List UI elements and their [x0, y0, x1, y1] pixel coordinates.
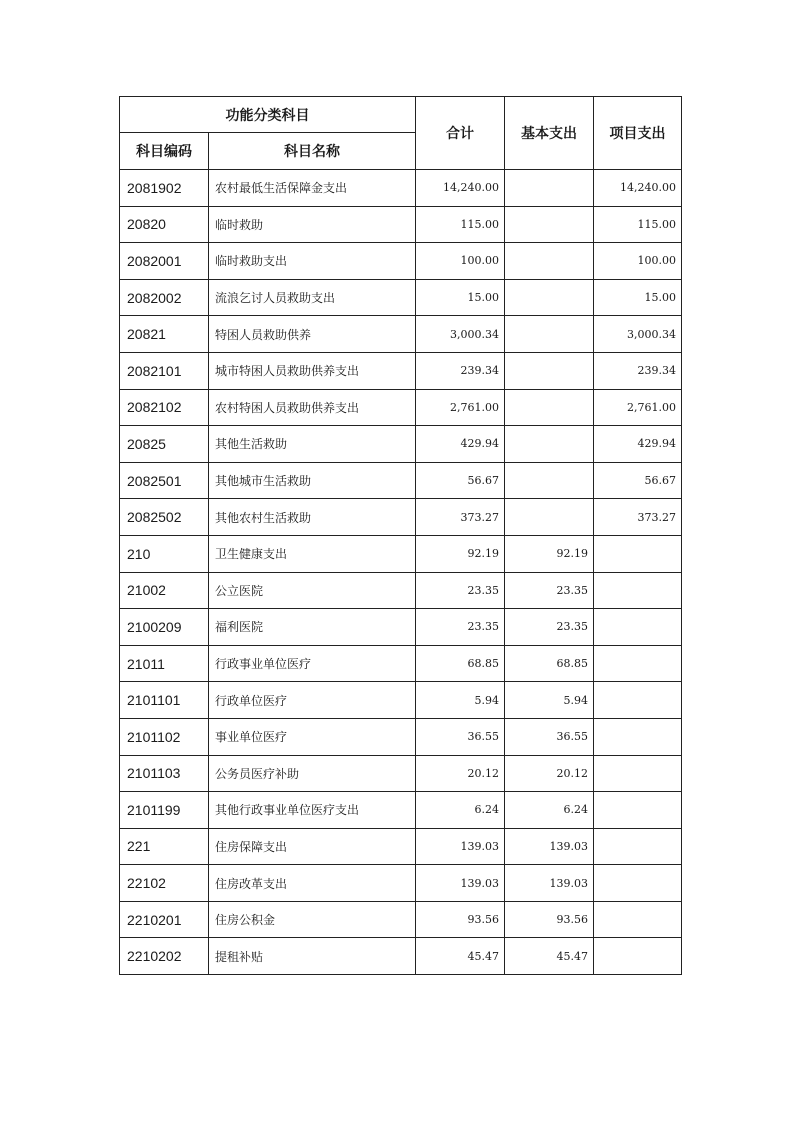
- total-cell: 139.03: [416, 828, 505, 865]
- total-cell: 15.00: [416, 279, 505, 316]
- project-expenditure-cell: [594, 792, 682, 829]
- subject-name-cell: 事业单位医疗: [209, 718, 416, 755]
- subject-code-cell: 2101103: [120, 755, 209, 792]
- project-expenditure-cell: [594, 938, 682, 975]
- total-cell: 23.35: [416, 609, 505, 646]
- table-row: [120, 572, 682, 609]
- table-row: [120, 170, 682, 207]
- subject-code-cell: 2100209: [120, 609, 209, 646]
- basic-expenditure-cell: [505, 243, 594, 280]
- table-row: [120, 279, 682, 316]
- total-cell: 3,000.34: [416, 316, 505, 353]
- project-expenditure-cell: 2,761.00: [594, 389, 682, 426]
- table-row: [120, 645, 682, 682]
- basic-expenditure-cell: 68.85: [505, 645, 594, 682]
- total-cell: 56.67: [416, 462, 505, 499]
- table-row: [120, 316, 682, 353]
- subject-name-cell: 农村最低生活保障金支出: [209, 170, 416, 207]
- subject-code-cell: 2081902: [120, 170, 209, 207]
- subject-name-cell: 公务员医疗补助: [209, 755, 416, 792]
- project-expenditure-cell: 3,000.34: [594, 316, 682, 353]
- subject-name-cell: 特困人员救助供养: [209, 316, 416, 353]
- subject-code-cell: 22102: [120, 865, 209, 902]
- table-row: [120, 462, 682, 499]
- total-cell: 2,761.00: [416, 389, 505, 426]
- total-cell: 100.00: [416, 243, 505, 280]
- basic-expenditure-cell: [505, 206, 594, 243]
- basic-expenditure-cell: [505, 389, 594, 426]
- subject-name-cell: 其他城市生活救助: [209, 462, 416, 499]
- table-row: [120, 206, 682, 243]
- header-function-category: 功能分类科目: [120, 97, 416, 133]
- table-body: [120, 170, 682, 975]
- table-row: [120, 938, 682, 975]
- table-row: [120, 389, 682, 426]
- project-expenditure-cell: [594, 828, 682, 865]
- subject-name-cell: 其他生活救助: [209, 426, 416, 463]
- subject-code-cell: 21002: [120, 572, 209, 609]
- header-basic-expenditure: 基本支出: [505, 97, 594, 170]
- total-cell: 373.27: [416, 499, 505, 536]
- total-cell: 68.85: [416, 645, 505, 682]
- header-row-1: [120, 97, 682, 133]
- basic-expenditure-cell: [505, 352, 594, 389]
- subject-code-cell: 20820: [120, 206, 209, 243]
- subject-code-cell: 20821: [120, 316, 209, 353]
- subject-name-cell: 其他农村生活救助: [209, 499, 416, 536]
- subject-code-cell: 2210202: [120, 938, 209, 975]
- basic-expenditure-cell: 36.55: [505, 718, 594, 755]
- subject-name-cell: 临时救助支出: [209, 243, 416, 280]
- subject-code-cell: 2082502: [120, 499, 209, 536]
- project-expenditure-cell: 373.27: [594, 499, 682, 536]
- basic-expenditure-cell: 20.12: [505, 755, 594, 792]
- basic-expenditure-cell: 93.56: [505, 901, 594, 938]
- subject-code-cell: 2082002: [120, 279, 209, 316]
- basic-expenditure-cell: [505, 316, 594, 353]
- project-expenditure-cell: [594, 865, 682, 902]
- project-expenditure-cell: 56.67: [594, 462, 682, 499]
- subject-name-cell: 农村特困人员救助供养支出: [209, 389, 416, 426]
- project-expenditure-cell: [594, 682, 682, 719]
- basic-expenditure-cell: 23.35: [505, 572, 594, 609]
- table-row: [120, 718, 682, 755]
- subject-name-cell: 行政事业单位医疗: [209, 645, 416, 682]
- subject-name-cell: 住房公积金: [209, 901, 416, 938]
- table-row: [120, 828, 682, 865]
- subject-name-cell: 行政单位医疗: [209, 682, 416, 719]
- total-cell: 6.24: [416, 792, 505, 829]
- table-row: [120, 352, 682, 389]
- budget-table: [119, 96, 682, 975]
- project-expenditure-cell: [594, 572, 682, 609]
- subject-name-cell: 提租补贴: [209, 938, 416, 975]
- table-row: [120, 499, 682, 536]
- subject-name-cell: 城市特困人员救助供养支出: [209, 352, 416, 389]
- subject-code-cell: 2082102: [120, 389, 209, 426]
- subject-name-cell: 临时救助: [209, 206, 416, 243]
- table-row: [120, 535, 682, 572]
- header-total: 合计: [416, 97, 505, 170]
- project-expenditure-cell: 14,240.00: [594, 170, 682, 207]
- subject-name-cell: 公立医院: [209, 572, 416, 609]
- basic-expenditure-cell: [505, 170, 594, 207]
- header-subject-name: 科目名称: [209, 133, 416, 170]
- header-project-expenditure: 项目支出: [594, 97, 682, 170]
- subject-name-cell: 其他行政事业单位医疗支出: [209, 792, 416, 829]
- table-row: [120, 792, 682, 829]
- subject-name-cell: 流浪乞讨人员救助支出: [209, 279, 416, 316]
- project-expenditure-cell: [594, 645, 682, 682]
- basic-expenditure-cell: 5.94: [505, 682, 594, 719]
- project-expenditure-cell: 15.00: [594, 279, 682, 316]
- subject-code-cell: 2210201: [120, 901, 209, 938]
- total-cell: 429.94: [416, 426, 505, 463]
- table-header: [120, 97, 682, 170]
- project-expenditure-cell: [594, 901, 682, 938]
- subject-code-cell: 210: [120, 535, 209, 572]
- project-expenditure-cell: [594, 535, 682, 572]
- total-cell: 20.12: [416, 755, 505, 792]
- subject-code-cell: 221: [120, 828, 209, 865]
- subject-code-cell: 2101102: [120, 718, 209, 755]
- subject-name-cell: 福利医院: [209, 609, 416, 646]
- table-row: [120, 609, 682, 646]
- subject-code-cell: 21011: [120, 645, 209, 682]
- total-cell: 92.19: [416, 535, 505, 572]
- table-row: [120, 865, 682, 902]
- basic-expenditure-cell: 45.47: [505, 938, 594, 975]
- project-expenditure-cell: 429.94: [594, 426, 682, 463]
- total-cell: 36.55: [416, 718, 505, 755]
- basic-expenditure-cell: [505, 279, 594, 316]
- basic-expenditure-cell: 23.35: [505, 609, 594, 646]
- header-subject-code: 科目编码: [120, 133, 209, 170]
- subject-name-cell: 住房改革支出: [209, 865, 416, 902]
- project-expenditure-cell: 239.34: [594, 352, 682, 389]
- subject-name-cell: 卫生健康支出: [209, 535, 416, 572]
- total-cell: 93.56: [416, 901, 505, 938]
- project-expenditure-cell: [594, 718, 682, 755]
- table-row: [120, 901, 682, 938]
- total-cell: 115.00: [416, 206, 505, 243]
- subject-code-cell: 2082001: [120, 243, 209, 280]
- total-cell: 5.94: [416, 682, 505, 719]
- subject-code-cell: 2101101: [120, 682, 209, 719]
- total-cell: 23.35: [416, 572, 505, 609]
- table-row: [120, 755, 682, 792]
- table-row: [120, 426, 682, 463]
- project-expenditure-cell: [594, 609, 682, 646]
- subject-code-cell: 2082501: [120, 462, 209, 499]
- basic-expenditure-cell: 139.03: [505, 828, 594, 865]
- basic-expenditure-cell: 92.19: [505, 535, 594, 572]
- basic-expenditure-cell: [505, 499, 594, 536]
- subject-name-cell: 住房保障支出: [209, 828, 416, 865]
- table-row: [120, 243, 682, 280]
- total-cell: 239.34: [416, 352, 505, 389]
- subject-code-cell: 2082101: [120, 352, 209, 389]
- basic-expenditure-cell: 139.03: [505, 865, 594, 902]
- table-row: [120, 682, 682, 719]
- total-cell: 139.03: [416, 865, 505, 902]
- total-cell: 14,240.00: [416, 170, 505, 207]
- subject-code-cell: 2101199: [120, 792, 209, 829]
- basic-expenditure-cell: [505, 462, 594, 499]
- basic-expenditure-cell: [505, 426, 594, 463]
- project-expenditure-cell: [594, 755, 682, 792]
- project-expenditure-cell: 100.00: [594, 243, 682, 280]
- total-cell: 45.47: [416, 938, 505, 975]
- subject-code-cell: 20825: [120, 426, 209, 463]
- basic-expenditure-cell: 6.24: [505, 792, 594, 829]
- project-expenditure-cell: 115.00: [594, 206, 682, 243]
